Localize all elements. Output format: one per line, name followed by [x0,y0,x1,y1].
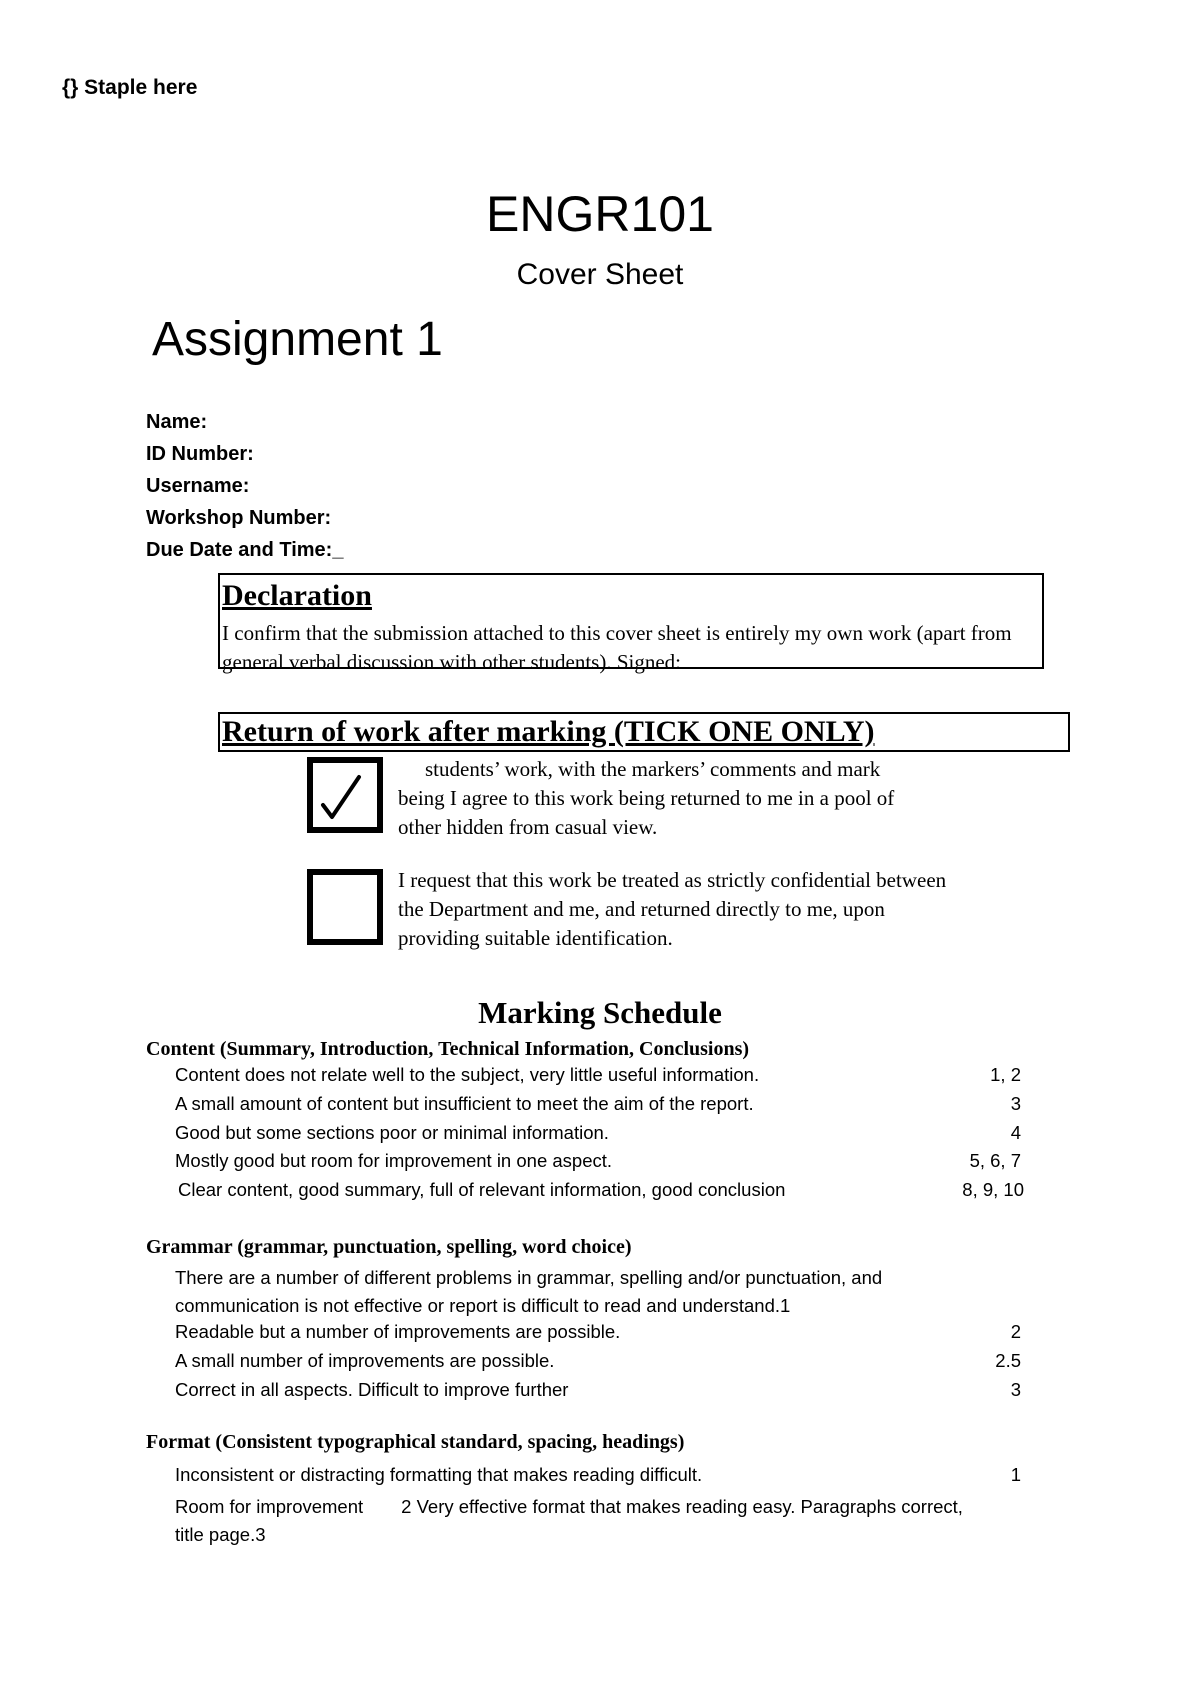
criterion-score: 1, 2 [990,1064,1021,1085]
criterion-text: communication is not effective or report is difficult to read and understand. [175,1295,781,1316]
content-criterion-row [178,1179,1028,1207]
criterion-text: Correct in all aspects. Difficult to improve further [175,1379,569,1400]
declaration-box [218,573,1044,674]
criterion-score: 5, 6, 7 [969,1150,1021,1171]
criterion-score: 3 [255,1524,266,1545]
content-criterion-row [175,1064,1025,1092]
content-criterion-row [175,1122,1025,1150]
criterion-text: There are a number of different problems in grammar, spelling and/or punctuation, and [175,1267,883,1288]
criterion-text: Clear content, good summary, full of relevant information, good conclusion [178,1179,786,1200]
option-line: I request that this work be treated as strictly confidential between [398,868,947,892]
format-criterion-row [175,1493,1055,1549]
option-line: being I agree to this work being returned to me in a pool of [398,786,895,810]
content-criterion-row [175,1093,1025,1121]
criterion-score: 2 [1010,1321,1021,1342]
criterion-score: 2.5 [995,1350,1021,1371]
content-heading: Content (Summary, Introduction, Technical Information, Conclusions) [146,1038,750,1060]
content-criterion-row [175,1150,1025,1178]
confidential-return-checkbox[interactable] [307,869,383,945]
grammar-criterion-row [175,1321,1025,1349]
format-criterion-row [175,1464,1025,1492]
option-line: providing suitable identification. [398,926,673,950]
criterion-text: Very effective format that makes reading easy. Paragraphs correct, [416,1496,963,1517]
criterion-score: 3 [1010,1093,1021,1114]
criterion-score: 8, 9, 10 [962,1179,1024,1200]
course-code: ENGR101 [486,186,714,242]
criterion-text: A small amount of content but insufficient to meet the aim of the report. [175,1093,754,1114]
checkmark-icon [313,763,377,827]
cover-sheet-subtitle: Cover Sheet [516,258,684,291]
grammar-heading: Grammar (grammar, punctuation, spelling, word choice) [146,1236,632,1258]
criterion-score: 4 [1010,1122,1021,1143]
student-details [146,406,343,566]
return-pool-option-text [398,755,1058,842]
due-date-field[interactable]: Due Date and Time:_ [146,539,344,561]
criterion-text: Readable but a number of improvements are possible. [175,1321,621,1342]
option-line: students’ work, with the markers’ comments and mark [425,757,881,781]
staple-note: {} Staple here [62,76,198,99]
workshop-number-field[interactable]: Workshop Number: [146,507,332,529]
criterion-score: 2 [401,1496,412,1517]
name-field[interactable]: Name: [146,411,208,433]
marking-schedule-title: Marking Schedule [478,995,722,1030]
confidential-option-text [398,866,1058,953]
criterion-text: title page. [175,1524,256,1545]
assignment-title: Assignment 1 [152,313,443,366]
criterion-text: Good but some sections poor or minimal information. [175,1122,609,1143]
criterion-score: 1 [780,1295,791,1316]
return-of-work-title: Return of work after marking (TICK ONE ONLY) [222,715,875,748]
username-field[interactable]: Username: [146,475,250,497]
return-pool-checkbox[interactable] [307,757,383,833]
criterion-text: Content does not relate well to the subject, very little useful information. [175,1064,760,1085]
declaration-title: Declaration [222,579,372,612]
criterion-text: Mostly good but room for improvement in one aspect. [175,1150,613,1171]
declaration-text: I confirm that the submission attached to this cover sheet is entirely my own work (apart from general verbal discussion with other students). Signed: [222,621,1012,674]
format-heading: Format (Consistent typographical standard, spacing, headings) [146,1431,685,1453]
return-of-work-box [218,712,1070,752]
id-number-field[interactable]: ID Number: [146,443,254,465]
criterion-score: 3 [1010,1379,1021,1400]
criterion-text: Room for improvement [175,1496,364,1517]
grammar-criterion-row [175,1379,1025,1407]
grammar-criterion-row [175,1350,1025,1378]
grammar-criterion-row [175,1264,1055,1320]
criterion-text: A small number of improvements are possible. [175,1350,555,1371]
criterion-text: Inconsistent or distracting formatting that makes reading difficult. [175,1464,703,1485]
criterion-score: 1 [1010,1464,1021,1485]
option-line: other hidden from casual view. [398,815,658,839]
option-line: the Department and me, and returned directly to me, upon [398,897,885,921]
